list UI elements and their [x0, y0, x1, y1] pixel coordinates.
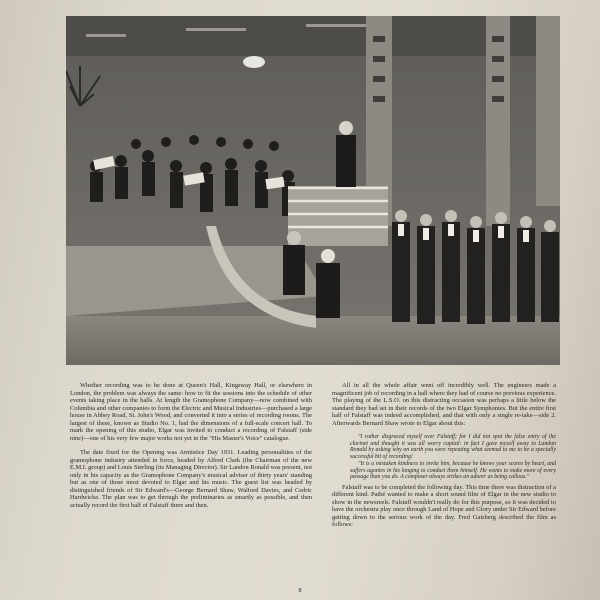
page-number: 8: [298, 588, 302, 594]
paragraph: The date fixed for the Opening was Armistice Day 1931. Leading personalities of the gramophone industry attended in force, headed by Alfred Clark (the Chairman of the new E.M.I. group) and Louis Sterling (its Managing Director). Sir Landon Ronald was present, not only in his capacity as the Gramophone Company's musical adviser of thirty years' standing but as one of those most devoted to Elgar and his music. The guest list was headed by distinguished friends of Sir Edward's—George Bernard Shaw, Walford Davies, and Cedric Hardwicke. The plan was to get through the preliminaries as smartly as possible, and then actually record the first half of Falstaff there and then.: [70, 449, 312, 509]
shaw-letter-quote: [350, 434, 556, 481]
right-text-column: [332, 382, 556, 536]
paragraph: Whether recording was to be done at Queen's Hall, Kingsway Hall, or elsewhere in London, the problem was always the same: how to fit the sessions into the schedule of other events taking place in the halls. At length the Gramophone Company—now combined with Columbia and other companies to form the Electric and Musical Industries—purchased a large house in Abbey Road, St. John's Wood, and converted it into a series of recording rooms. The largest of these, known as Studio No. 1, had the dimensions of a full-scale concert hall. To mark the opening of this studio, Elgar was invited to conduct a recording of Falstaff (side nine)—one of his very few major works not yet in the "His Master's Voice" catalogue.: [70, 382, 312, 442]
studio-photograph: [66, 16, 560, 365]
quote-paragraph: "It is a mistaken kindness to invite him, because he knows your scores by heart, and suffers agonies in his longing to conduct them himself. He wants to make more of every passage than you do. A composer always strikes an adorer as being callous.": [350, 460, 556, 481]
paragraph: Falstaff was to be completed the following day. This time there was distraction of a different kind. Pathé wanted to make a short sound film of Elgar in the new studio to show in the newsreels. Falstaff wouldn't really do for this purpose, so it was decided to have the orchestra play once through Land of Hope and Glory under Sir Edward before getting down to the serious work of the day. Fred Gaisberg described the film as follows:: [332, 483, 556, 529]
quote-paragraph: "I rather disgraced myself over Falstaff; for I did not spot the false entry of the clarinet and thought it was all worry capital: in fact I gave myself away to Landon Ronald by asking why on earth you were repeating what seemed to me to be a specially successful bit of recording!: [350, 434, 556, 461]
studio-photograph-image: [66, 16, 560, 365]
left-text-column: [70, 382, 312, 516]
paragraph: All in all the whole affair went off incredibly well. The engineers made a magnificent job of recording in a hall where they had of course no previous experience. The playing of the L.S.O. on this distracting occasion was perhaps a little below the standard they had set in their records of the two Elgar Symphonies. But the entire first half of Falstaff was indeed accomplished, and that with only a single re-take—side 2. Afterwards Bernard Shaw wrote to Elgar about this:: [332, 382, 556, 427]
